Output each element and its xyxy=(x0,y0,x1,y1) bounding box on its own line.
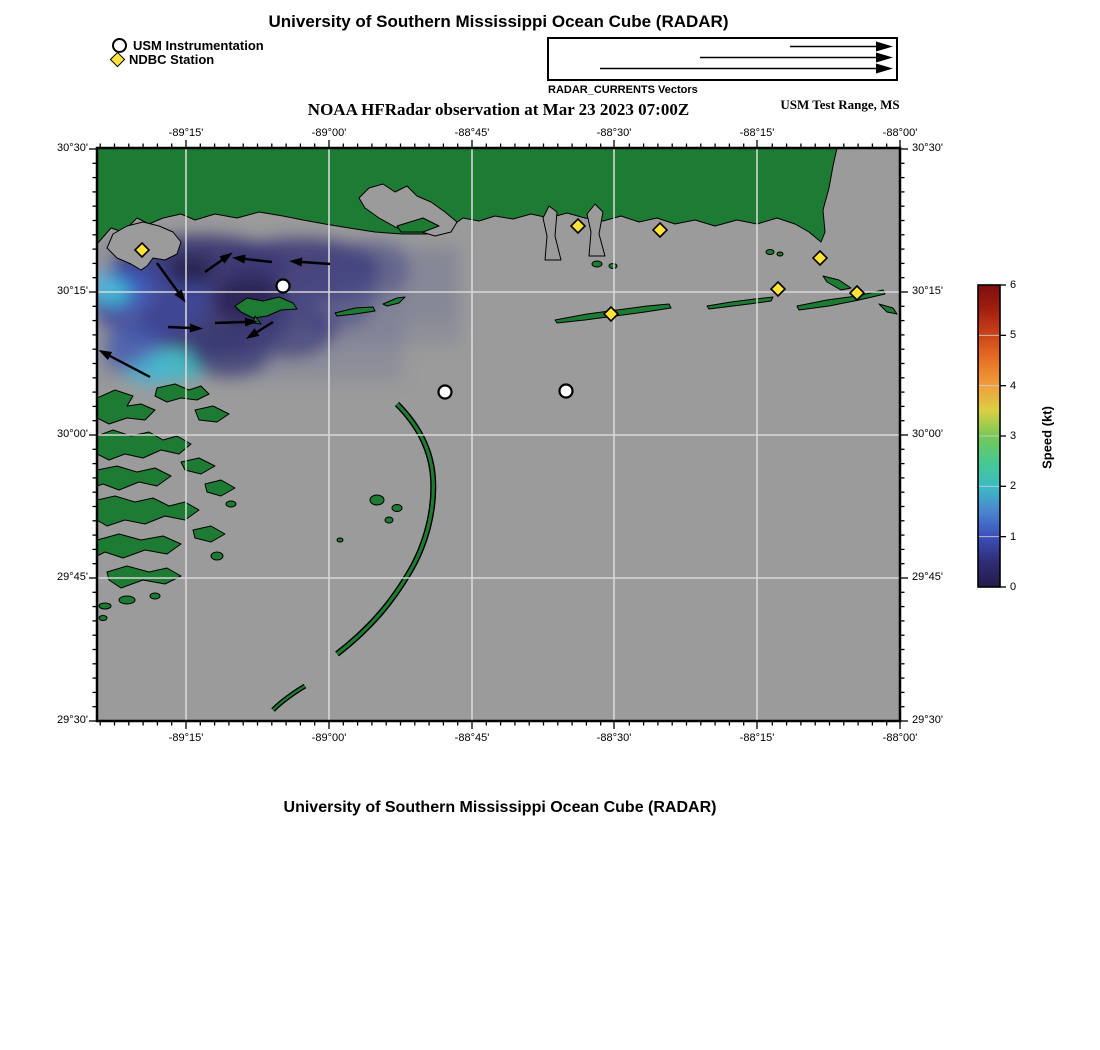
y-axis-tick-label-left: 29°45' xyxy=(57,571,88,583)
x-axis-tick-label-bottom: -88°15' xyxy=(739,732,775,744)
usm-station-marker xyxy=(277,280,290,293)
colorbar-tick-label: 4 xyxy=(1010,379,1017,392)
x-axis-tick-label-top: -88°45' xyxy=(454,127,490,139)
x-axis-tick-label-bottom: -89°15' xyxy=(168,732,204,744)
y-axis-tick-label-right: 30°15' xyxy=(912,285,943,297)
x-axis-tick-label-top: -88°30' xyxy=(596,127,632,139)
colorbar-axis-label: Speed (kt) xyxy=(1039,406,1055,469)
page-title: University of Southern Mississippi Ocean Cube (RADAR) xyxy=(268,12,729,31)
colorbar xyxy=(978,285,1006,587)
x-axis-tick-label-top: -89°15' xyxy=(168,127,204,139)
x-axis-tick-label-bottom: -88°45' xyxy=(454,732,490,744)
y-axis-tick-label-right: 29°30' xyxy=(912,714,943,726)
colorbar-tick-label: 3 xyxy=(1010,430,1017,442)
y-axis-tick-label-right: 29°45' xyxy=(912,571,943,583)
legend-usm-label: USM Instrumentation xyxy=(133,37,264,53)
x-axis-tick-label-top: -88°15' xyxy=(739,127,775,139)
observation-subtitle: NOAA HFRadar observation at Mar 23 2023 07:00Z xyxy=(307,100,690,119)
y-axis-tick-label-right: 30°30' xyxy=(912,142,943,154)
x-axis-tick-label-bottom: -89°00' xyxy=(311,732,347,744)
colorbar-tick-label: 5 xyxy=(1010,329,1017,342)
colorbar-tick-label: 2 xyxy=(1010,480,1017,493)
legend-ndbc-label: NDBC Station xyxy=(129,51,215,67)
colorbar-tick-label: 1 xyxy=(1010,530,1017,543)
y-axis-tick-label-right: 30°00' xyxy=(912,428,943,440)
y-axis-tick-label-left: 29°30' xyxy=(57,714,88,726)
usm-station-marker xyxy=(560,385,573,398)
colorbar-tick-label: 0 xyxy=(1010,581,1017,593)
colorbar-tick-label: 6 xyxy=(1010,279,1017,291)
x-axis-tick-label-top: -88°00' xyxy=(882,127,918,139)
y-axis-tick-label-left: 30°30' xyxy=(57,142,88,154)
test-range-label: USM Test Range, MS xyxy=(780,97,900,112)
footer-title: University of Southern Mississippi Ocean Cube (RADAR) xyxy=(283,799,717,816)
x-axis-tick-label-top: -89°00' xyxy=(311,127,347,139)
vector-scale-box xyxy=(548,38,897,80)
x-axis-tick-label-bottom: -88°00' xyxy=(882,732,918,744)
y-axis-tick-label-left: 30°00' xyxy=(57,428,88,440)
y-axis-tick-label-left: 30°15' xyxy=(57,285,88,297)
vector-scale-caption: RADAR_CURRENTS Vectors xyxy=(548,84,698,96)
x-axis-tick-label-bottom: -88°30' xyxy=(596,732,632,744)
usm-station-marker xyxy=(439,386,452,399)
